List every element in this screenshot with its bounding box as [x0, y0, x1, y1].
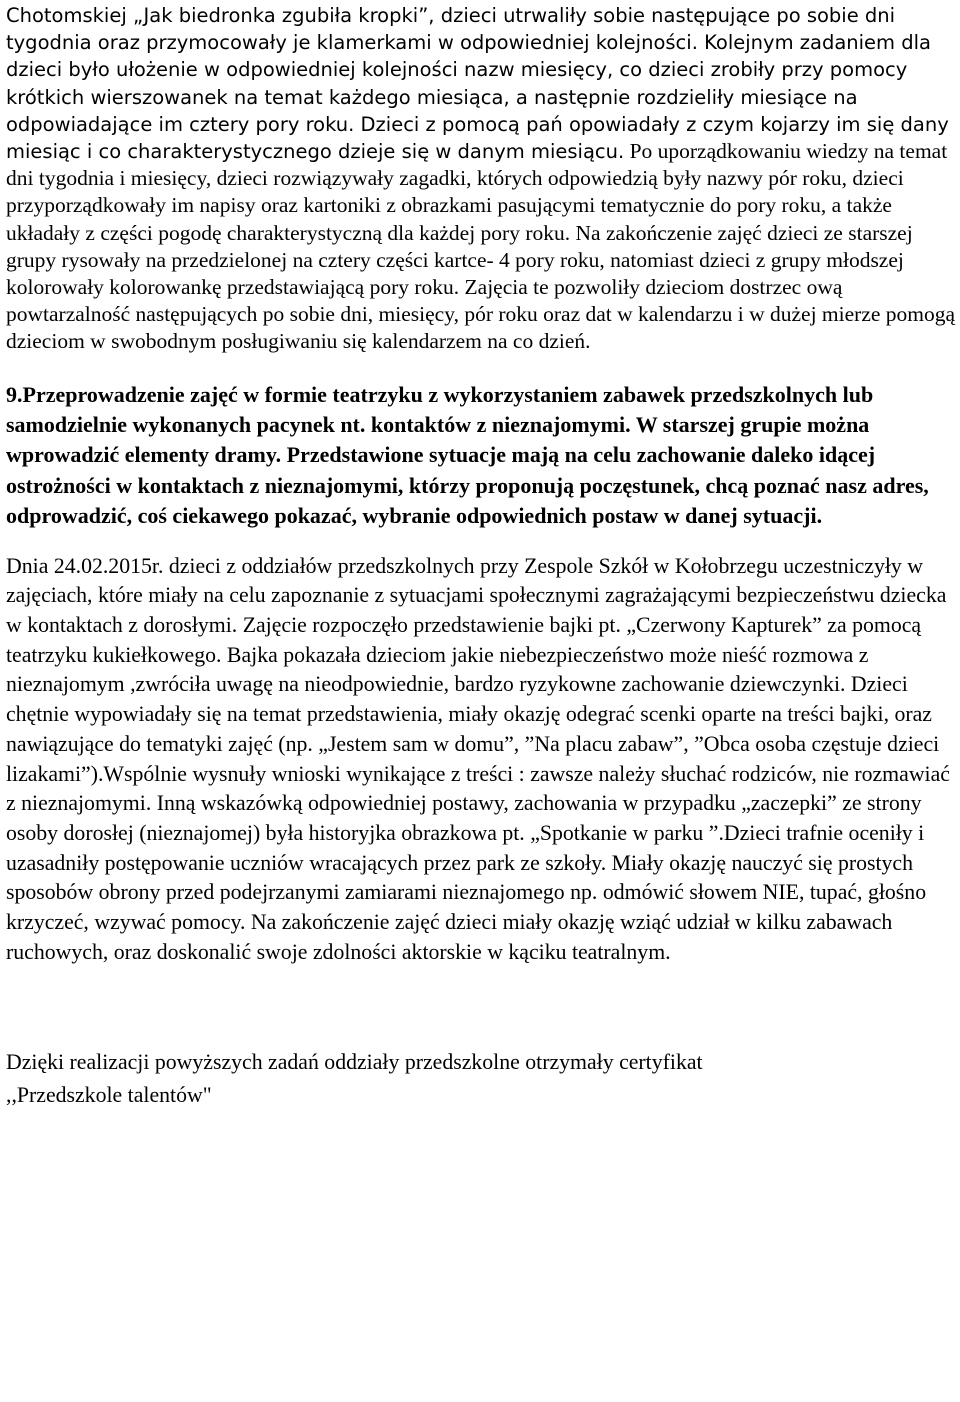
- certificate-line-2: ,,Przedszkole talentów": [6, 1082, 212, 1107]
- certificate-paragraph: [6, 1046, 958, 1112]
- report-paragraph: Dnia 24.02.2015r. dzieci z oddziałów przedszkolnych przy Zespole Szkół w Kołobrzegu uczestniczyły w zajęciach, które miały na celu zapoznanie z sytuacjami społecznymi zagrażającymi bezpieczeństwu dziecka w kontaktach z dorosłymi. Zajęcie rozpoczęło przedstawienie bajki pt. „Czerwony Kapturek” za pomocą teatrzyku kukiełkowego. Bajka pokazała dzieciom jakie niebezpieczeństwo może nieść rozmowa z nieznajomym ,zwróciła uwagę na nieodpowiednie, bardzo ryzykowne zachowanie dziewczynki. Dzieci chętnie wypowiadały się na temat przedstawienia, miały okazję odegrać scenki oparte na treści bajki, oraz nawiązujące do tematyki zajęć (np. „Jestem sam w domu”, ”Na placu zabaw”, ”Obca osoba częstuje dzieci lizakami”).Wspólnie wysnuły wnioski wynikające z treści : zawsze należy słuchać rodziców, nie rozmawiać z nieznajomymi. Inną wskazówką odpowiedniej postawy, zachowania w przypadku „zaczepki” ze strony osoby dorosłej (nieznajomej) była historyjka obrazkowa pt. „Spotkanie w parku ”.Dzieci trafnie oceniły i uzasadniły postępowanie uczniów wracających przez park ze szkoły. Miały okazję nauczyć się prostych sposobów obrony przed podejrzanymi zamiarami nieznajomego np. odmówić słowem NIE, tupać, głośno krzyczeć, wzywać pomocy. Na zakończenie zajęć dzieci miały okazję wziąć udział w kilku zabawach ruchowych, oraz doskonalić swoje zdolności aktorskie w kąciku teatralnym.: [6, 553, 950, 964]
- section-9-heading: 9.Przeprowadzenie zajęć w formie teatrzyku z wykorzystaniem zabawek przedszkolnych lub samodzielnie wykonanych pacynek nt. kontaktów z nieznajomymi. W starszej grupie można wprowadzić elementy dramy. Przedstawione sytuacje mają na celu zachowanie daleko idącej ostrożności w kontaktach z nieznajomymi, którzy proponują poczęstunek, chcą poznać nasz adres, odprowadzić, coś ciekawego pokazać, wybranie odpowiednich postaw w danej sytuacji.: [6, 381, 929, 529]
- intro-serif-text: Po uporządkowaniu wiedzy na temat dni tygodnia i miesięcy, dzieci rozwiązywały zagadki, których odpowiedzią były nazwy pór roku, dzieci przyporządkowały im napisy oraz kartoniki z obrazkami pasującymi tematycznie do pory roku, a także układały z części pogodę charakterystyczną dla każdej pory roku. Na zakończenie zajęć dzieci ze starszej grupy rysowały na przedzielonej na cztery części kartce- 4 pory roku, natomiast dzieci z grupy młodszej kolorowały kolorowankę przedstawiającą pory roku. Zajęcia te pozwoliły dzieciom dostrzec ową powtarzalność następujących po sobie dni, miesięcy, pór roku oraz dat w kalendarzu i w dużej mierze pomogą dzieciom w swobodnym posługiwaniu się kalendarzem na co dzień.: [6, 139, 956, 354]
- certificate-line-1: Dzięki realizacji powyższych zadań oddziały przedszkolne otrzymały certyfikat: [6, 1049, 703, 1074]
- intro-sans-text: Chotomskiej „Jak biedronka zgubiła kropki”, dzieci utrwaliły sobie następujące po sobie dni tygodnia oraz przymocowały je klamerkami w odpowiedniej kolejności. Kolejnym zadaniem dla dzieci było ułożenie w odpowiedniej kolejności nazw miesięcy, co dzieci zrobiły przy pomocy krótkich wierszowanek na temat każdego miesiąca, a następnie rozdzieliły miesiące na odpowiadające im cztery pory roku. Dzieci z pomocą pań opowiadały z czym kojarzy im się dany miesiąc i co charakterystycznego dzieje się w danym miesiącu.: [6, 4, 949, 164]
- document-page: [6, 0, 958, 1112]
- intro-paragraph: [6, 0, 958, 356]
